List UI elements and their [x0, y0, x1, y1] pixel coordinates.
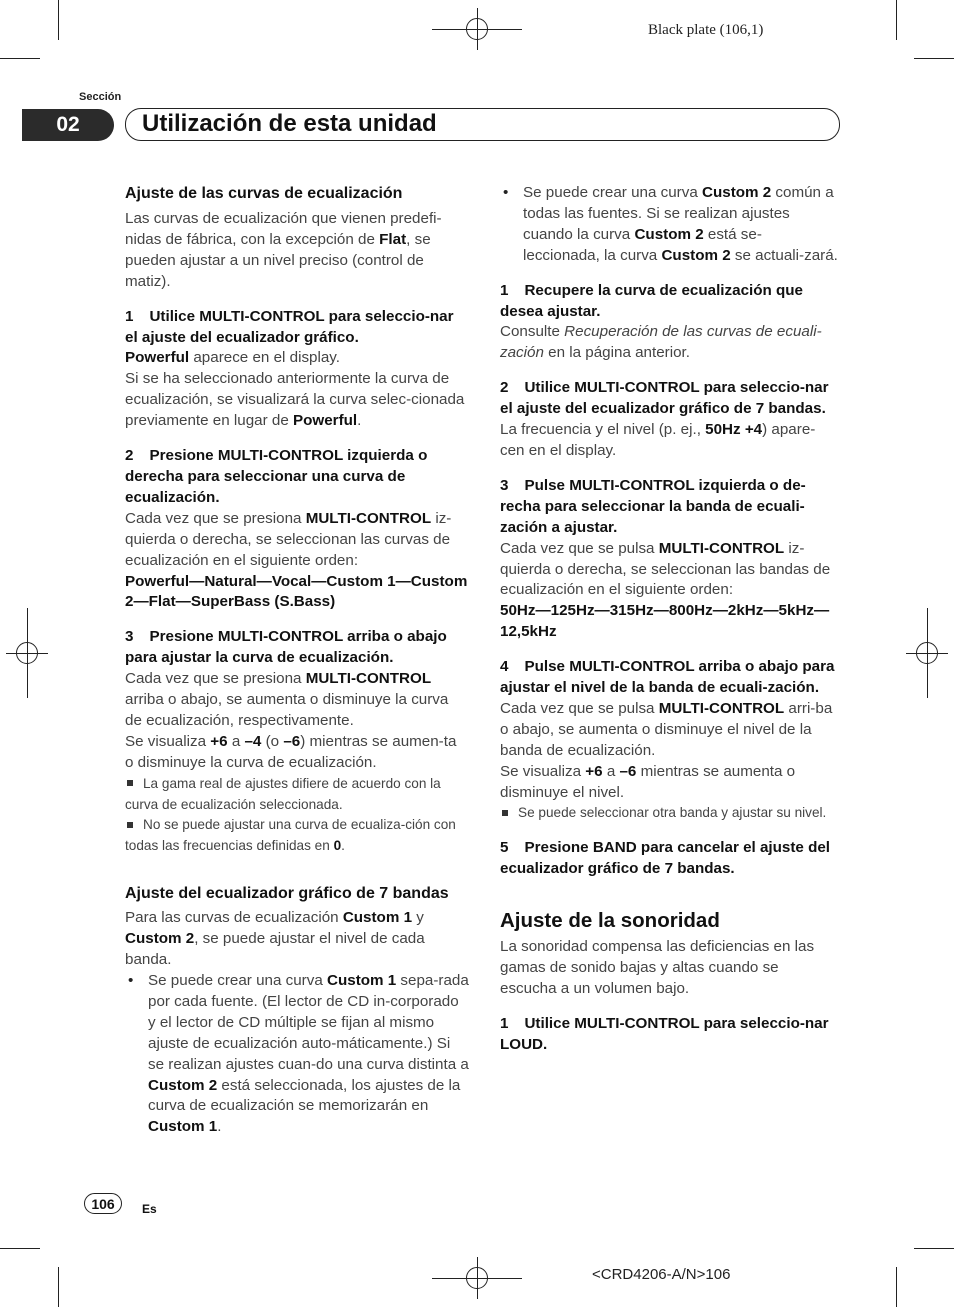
text: , se puede ajustar el nivel de cada banda. [125, 930, 425, 969]
registration-circle-icon [466, 1267, 488, 1289]
step-number: 1 [500, 281, 509, 299]
step-text: Pulse MULTI-CONTROL izquierda o de-recha para seleccionar la banda de ecuali-zación a ajustar. [500, 476, 806, 536]
text-bold: Custom 1 [327, 972, 397, 989]
text: está seleccionada, los ajustes de la curva de ecualización se memorizarán en [148, 1076, 461, 1115]
text: a [602, 762, 620, 780]
text: . [341, 838, 345, 854]
text-bold: 50Hz—125Hz—315Hz—800Hz—2kHz—5kHz—12,5kHz [500, 602, 830, 641]
text: Se puede crear una curva [523, 184, 702, 201]
crop-mark [896, 1267, 897, 1307]
right-column [500, 183, 838, 1056]
text: arri-ba o abajo, se aumenta o disminuye el nivel de la banda de ecualización. [500, 699, 833, 759]
text-bold: Powerful [293, 412, 358, 430]
text-bold: Custom 2 [148, 1076, 218, 1094]
step-text: Utilice MULTI-CONTROL para seleccio-nar LOUD. [500, 1014, 829, 1053]
step-1 [500, 281, 838, 323]
paragraph [125, 509, 469, 572]
crop-mark [0, 1248, 40, 1249]
text: Cada vez que se pulsa [500, 699, 659, 717]
step-3 [125, 627, 469, 669]
registration-circle-icon [466, 18, 488, 40]
note [500, 803, 838, 824]
section-number-badge: 02 [22, 109, 114, 141]
paragraph [500, 699, 838, 762]
note-text: No se puede ajustar una curva de ecualiza-ción con todas las frecuencias definidas en [125, 817, 456, 854]
text-bold: MULTI-CONTROL [305, 670, 432, 688]
bullet-item [500, 183, 838, 267]
registration-circle-icon [916, 642, 938, 664]
paragraph [125, 348, 469, 369]
square-bullet-icon [127, 822, 133, 828]
text: Las curvas de ecualización que vienen predefi-nidas de fábrica, con la excepción de [125, 210, 442, 248]
text-bold: Powerful—Natural—Vocal—Custom 1—Custom 2—Flat—SuperBass (S.Bass) [125, 572, 468, 611]
band-order [500, 601, 838, 643]
text: ) apare-cen en el display. [500, 421, 816, 459]
step-number: 1 [500, 1014, 509, 1032]
crop-mark [58, 1267, 59, 1307]
text: . [357, 412, 362, 430]
plate-label: Black plate (106,1) [648, 22, 764, 38]
heading-graphic-eq: Ajuste del ecualizador gráfico de 7 bandas [125, 885, 449, 903]
note [125, 774, 469, 816]
step-number: 2 [125, 447, 134, 465]
paragraph [500, 762, 838, 804]
text: , se pueden ajustar a un nivel preciso (control de matiz). [125, 230, 431, 290]
paragraph [500, 322, 838, 364]
text: Se visualiza [500, 762, 586, 780]
text: Se visualiza [125, 732, 211, 750]
text-bold: –6 [619, 762, 637, 780]
bullet-item [125, 971, 469, 1138]
text-bold: Custom 2 [702, 184, 772, 201]
registration-circle-icon [16, 642, 38, 664]
heading-eq-curves: Ajuste de las curvas de ecualización [125, 185, 403, 202]
step-number: 2 [500, 379, 509, 397]
step-text: Pulse MULTI-CONTROL arriba o abajo para ajustar el nivel de la banda de ecuali-zación. [500, 658, 835, 697]
text-bold: MULTI-CONTROL [305, 509, 432, 527]
curve-order [125, 572, 469, 614]
paragraph [500, 539, 838, 602]
text: . [217, 1118, 222, 1136]
crop-mark [914, 1248, 954, 1249]
document-code: <CRD4206-A/N>106 [592, 1266, 731, 1283]
text: común a todas las fuentes. Si se realizan ajustes cuando la curva [523, 184, 834, 243]
step-text: Utilice MULTI-CONTROL para seleccio-nar el ajuste del ecualizador gráfico. [125, 307, 454, 346]
section-label: Sección [79, 91, 122, 103]
text-bold: 0 [333, 838, 342, 854]
language-code: Es [142, 1202, 157, 1216]
text: ) mientras se aumen-ta o disminuye la curva de ecualización. [125, 732, 457, 771]
step-number: 5 [500, 839, 509, 857]
text: Consulte [500, 323, 565, 341]
text: arriba o abajo, se aumenta o disminuye la curva de ecualización, respectivamente. [125, 691, 449, 729]
text: aparece en el display. [189, 349, 340, 367]
step-5 [500, 838, 838, 880]
text: Cada vez que se pulsa [500, 539, 659, 557]
step-1 [500, 1014, 838, 1056]
left-column [125, 183, 469, 1138]
text-bold: MULTI-CONTROL [658, 539, 785, 557]
crop-mark [896, 0, 897, 40]
text: a [227, 732, 245, 750]
note [125, 815, 469, 857]
text-bold: Custom 1 [148, 1118, 218, 1136]
step-2 [500, 378, 838, 420]
step-text: Recupere la curva de ecualización que desea ajustar. [500, 281, 804, 320]
crop-mark [0, 58, 40, 59]
text-bold: Custom 1 [342, 909, 413, 927]
text: está se-leccionada, la curva [523, 225, 762, 264]
square-bullet-icon [502, 810, 508, 816]
text: iz-quierda o derecha, se seleccionan las curvas de ecualización en el siguiente orden: [125, 509, 452, 569]
heading-loudness: Ajuste de la sonoridad [500, 909, 720, 933]
text: La frecuencia y el nivel (p. ej., [500, 421, 706, 439]
paragraph [125, 908, 469, 971]
step-text: Utilice MULTI-CONTROL para seleccio-nar el ajuste del ecualizador gráfico de 7 bandas. [500, 379, 829, 418]
step-number: 1 [125, 307, 134, 325]
text-bold: Powerful [125, 349, 190, 367]
text: Cada vez que se presiona [125, 670, 306, 688]
text-bold: +6 [210, 732, 228, 750]
crop-mark [58, 0, 59, 40]
text-bold: 50Hz +4 [705, 421, 763, 439]
step-2 [125, 446, 469, 509]
note-text: La gama real de ajustes difiere de acuerdo con la curva de ecualización seleccionada. [125, 775, 441, 812]
paragraph: La sonoridad compensa las deficiencias en las gamas de sonido bajas y altas cuando se escucha a un volumen bajo. [500, 938, 815, 997]
text-bold: –4 [244, 732, 262, 750]
text: mientras se aumenta o disminuye el nivel. [500, 762, 796, 801]
step-number: 3 [500, 476, 509, 494]
paragraph [125, 369, 469, 432]
text: iz-quierda o derecha, se seleccionan las bandas de ecualización en el siguiente orden: [500, 539, 831, 599]
step-3 [500, 476, 838, 539]
step-4 [500, 657, 838, 699]
text: Para las curvas de ecualización [125, 909, 343, 927]
text: en la página anterior. [543, 344, 690, 362]
text: y [412, 909, 424, 927]
text-bold: Custom 2 [125, 930, 195, 948]
text: Se puede crear una curva [148, 972, 327, 989]
step-1 [125, 307, 469, 349]
step-text: Presione MULTI-CONTROL izquierda o derecha para seleccionar una curva de ecualización. [125, 447, 428, 506]
paragraph [125, 669, 469, 732]
note-text: Se puede seleccionar otra banda y ajustar su nivel. [518, 805, 827, 821]
text-bold: Custom 2 [661, 246, 731, 264]
text: se actuali-zará. [730, 246, 838, 264]
step-number: 3 [125, 628, 134, 646]
step-text: Presione BAND para cancelar el ajuste del ecualizador gráfico de 7 bandas. [500, 839, 831, 878]
crop-mark [914, 58, 954, 59]
paragraph [500, 420, 838, 462]
page-number: 106 [84, 1193, 122, 1214]
text: Cada vez que se presiona [125, 509, 306, 527]
text: Si se ha seleccionado anteriormente la curva de ecualización, se visualizará la curva selec-cionada previamente en lugar de [125, 370, 465, 430]
text-bold: +6 [585, 762, 603, 780]
text: (o [261, 732, 284, 750]
text-bold: MULTI-CONTROL [658, 699, 785, 717]
paragraph-intro [125, 209, 469, 293]
text-bold: Custom 2 [634, 225, 704, 243]
step-text: Presione MULTI-CONTROL arriba o abajo para ajustar la curva de ecualización. [125, 628, 447, 667]
text: sepa-rada por cada fuente. (El lector de CD in-corporado y el lector de CD múltiple se fijan al mismo ajuste de ecualización auto-máticamente.) Si se realizan ajustes cuan-do una curva distinta a [148, 972, 469, 1073]
page-title: Utilización de esta unidad [142, 110, 437, 137]
text-italic: Recuperación de las curvas de ecuali-zación [500, 323, 822, 362]
text-bold: Flat [379, 230, 407, 248]
paragraph [125, 732, 469, 774]
step-number: 4 [500, 658, 509, 676]
text-bold: –6 [283, 732, 301, 750]
square-bullet-icon [127, 780, 133, 786]
